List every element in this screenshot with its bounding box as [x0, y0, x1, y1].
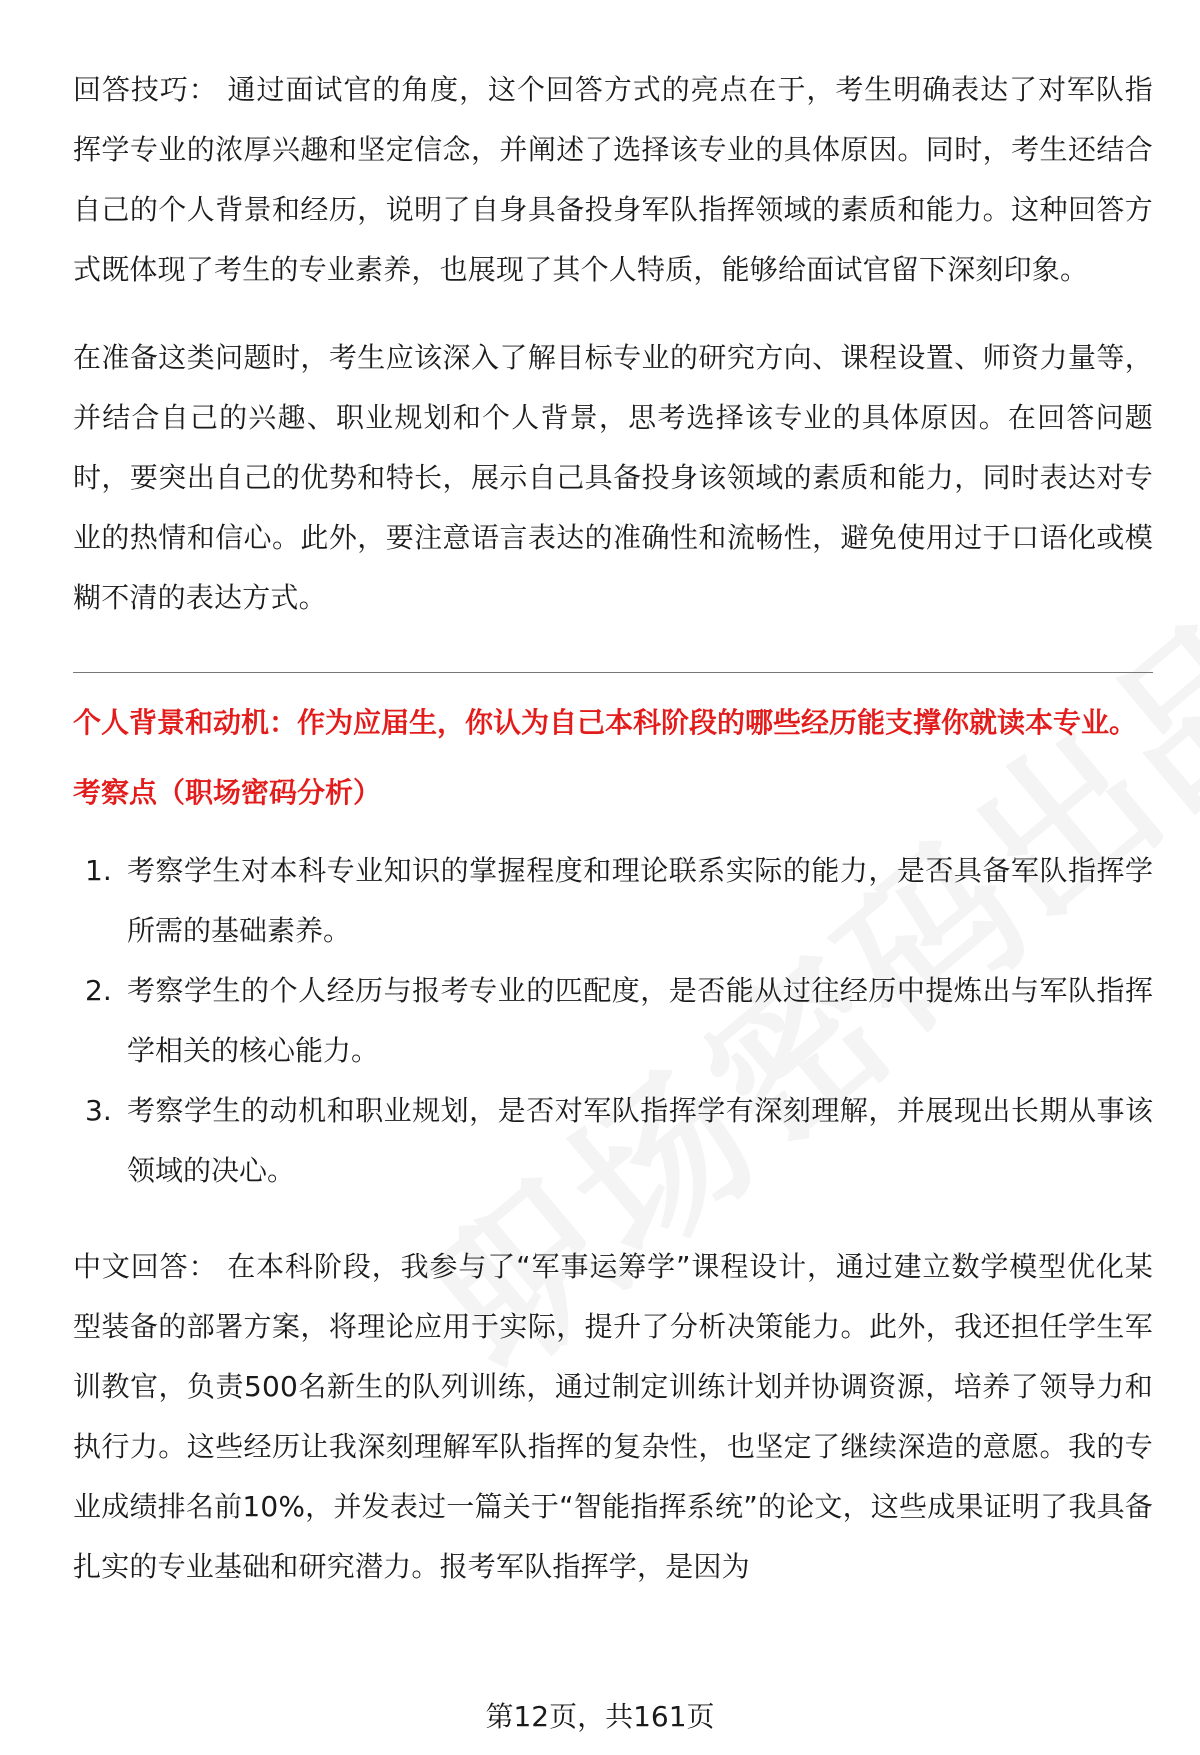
- list-item: [73, 1081, 1153, 1201]
- list-item-text: 考察学生的动机和职业规划，是否对军队指挥学有深刻理解，并展现出长期从事该领域的决心。: [127, 1094, 1153, 1187]
- chinese-answer-paragraph: 中文回答： 在本科阶段，我参与了“军事运筹学”课程设计，通过建立数学模型优化某型装备的部署方案，将理论应用于实际，提升了分析决策能力。此外，我还担任学生军训教官，负责500名新生的队列训练，通过制定训练计划并协调资源，培养了领导力和执行力。这些经历让我深刻理解军队指挥的复杂性，也坚定了继续深造的意愿。我的专业成绩排名前10%，并发表过一篇关于“智能指挥系统”的论文，这些成果证明了我具备扎实的专业基础和研究潜力。报考军队指挥学，是因为: [73, 1250, 1153, 1583]
- preparation-advice-paragraph: 在准备这类问题时，考生应该深入了解目标专业的研究方向、课程设置、师资力量等，并结合自己的兴趣、职业规划和个人背景，思考选择该专业的具体原因。在回答问题时，要突出自己的优势和特长，展示自己具备投身该领域的素质和能力，同时表达对专业的热情和信心。此外，要注意语言表达的准确性和流畅性，避免使用过于口语化或模糊不清的表达方式。: [73, 341, 1153, 614]
- assessment-points-title: 考察点（职场密码分析）: [73, 776, 382, 809]
- page-content: [73, 60, 1153, 1597]
- page-number-footer: 第12页，共161页: [485, 1700, 715, 1733]
- list-item-number: 1.: [85, 854, 112, 887]
- list-item: [73, 961, 1153, 1081]
- question-heading: 个人背景和动机：作为应届生，你认为自己本科阶段的哪些经历能支撑你就读本专业。: [73, 706, 1138, 739]
- section-divider: [73, 672, 1153, 673]
- answer-tips-paragraph: 回答技巧： 通过面试官的角度，这个回答方式的亮点在于，考生明确表达了对军队指挥学专业的浓厚兴趣和坚定信念，并阐述了选择该专业的具体原因。同时，考生还结合自己的个人背景和经历，说明了自身具备投身军队指挥领域的素质和能力。这种回答方式既体现了考生的专业素养，也展现了其个人特质，能够给面试官留下深刻印象。: [73, 73, 1153, 286]
- list-item-text: 考察学生的个人经历与报考专业的匹配度，是否能从过往经历中提炼出与军队指挥学相关的核心能力。: [127, 974, 1153, 1067]
- list-item: [73, 841, 1153, 961]
- list-item-text: 考察学生对本科专业知识的掌握程度和理论联系实际的能力，是否具备军队指挥学所需的基础素养。: [127, 854, 1153, 947]
- assessment-points-list: [73, 841, 1153, 1201]
- list-item-number: 3.: [85, 1094, 112, 1127]
- list-item-number: 2.: [85, 974, 112, 1007]
